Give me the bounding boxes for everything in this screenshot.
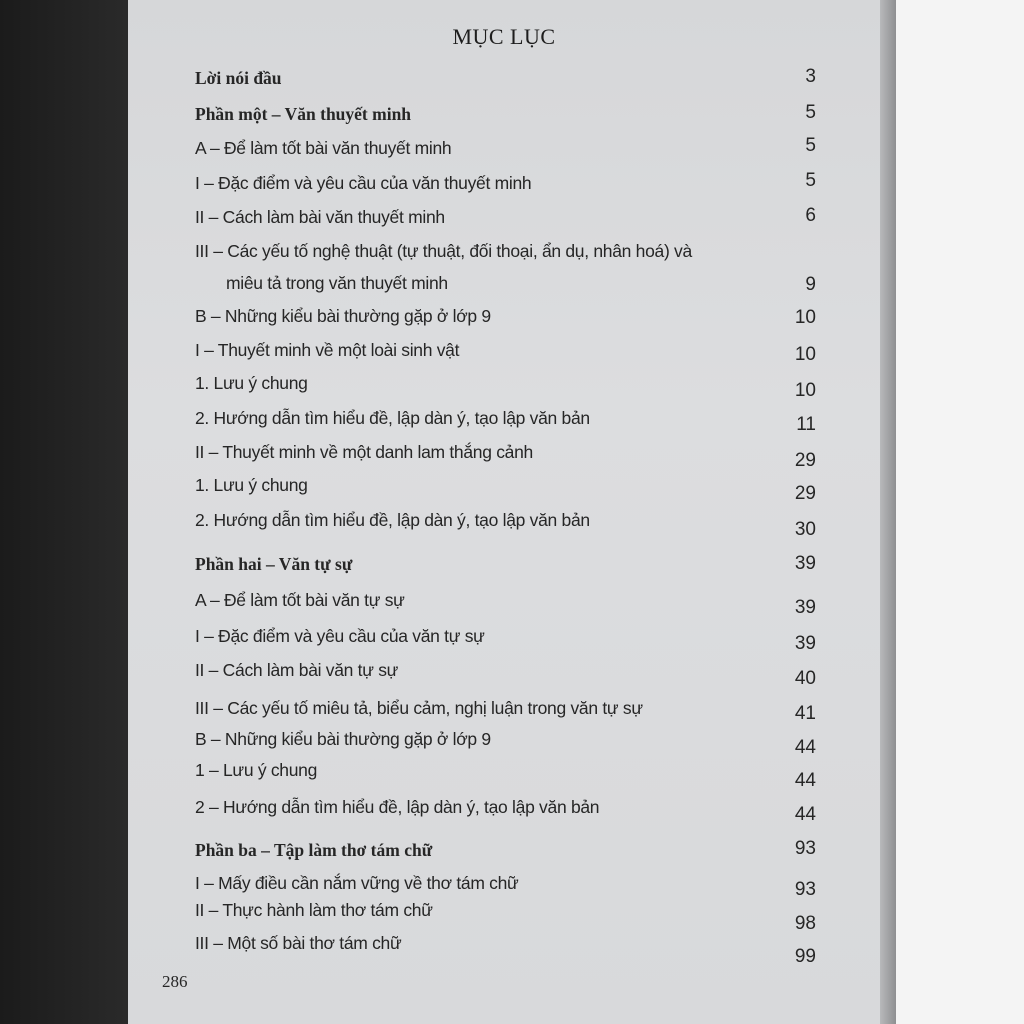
toc-page-number: 44 [794, 770, 816, 791]
page-edge [880, 0, 896, 1024]
toc-entry: I – Mấy điều cần nắm vững về thơ tám chữ [195, 873, 519, 893]
toc-page-number: 30 [794, 519, 816, 540]
toc-page-number: 11 [796, 414, 816, 435]
toc-entry: 2. Hướng dẫn tìm hiểu đề, lập dàn ý, tạo lập văn bản [195, 510, 590, 530]
toc-entry: 1. Lưu ý chung [195, 373, 308, 393]
toc-entry: 2. Hướng dẫn tìm hiểu đề, lập dàn ý, tạo lập văn bản [195, 408, 590, 428]
toc-entry: II – Cách làm bài văn tự sự [195, 660, 399, 680]
toc-page-number: 5 [805, 170, 816, 191]
toc-entry: A – Để làm tốt bài văn tự sự [195, 590, 405, 610]
toc-entry-continuation: miêu tả trong văn thuyết minh [226, 273, 448, 293]
toc-page-number: 93 [794, 838, 816, 859]
toc-section-heading: Phần một – Văn thuyết minh [195, 104, 412, 124]
title-text: MỤC LỤC [452, 24, 556, 49]
toc-page-number: 93 [794, 879, 816, 900]
toc-page-number: 29 [794, 483, 816, 504]
page-number: 286 [162, 972, 188, 991]
toc-section-heading: Phần ba – Tập làm thơ tám chữ [195, 840, 433, 860]
toc-entry: A – Để làm tốt bài văn thuyết minh [195, 138, 452, 158]
toc-entry: III – Các yếu tố nghệ thuật (tự thuật, đối thoại, ẩn dụ, nhân hoá) và [195, 241, 692, 261]
toc-page-number: 5 [805, 102, 816, 123]
toc-section-heading: Lời nói đầu [195, 68, 282, 88]
toc-page-number: 39 [794, 553, 816, 574]
toc-page-number: 98 [794, 913, 816, 934]
toc-page-number: 44 [794, 737, 816, 758]
toc-page-number: 5 [805, 135, 816, 156]
toc-page-number: 9 [805, 274, 816, 295]
toc-page-number: 40 [794, 668, 816, 689]
toc-entry: III – Các yếu tố miêu tả, biểu cảm, nghị luận trong văn tự sự [195, 698, 643, 718]
toc-entry: I – Thuyết minh về một loài sinh vật [195, 340, 460, 360]
toc-entry: 1 – Lưu ý chung [195, 760, 318, 780]
toc-page-number: 10 [794, 307, 816, 328]
toc-entry: B – Những kiểu bài thường gặp ở lớp 9 [195, 729, 491, 749]
toc-entry: III – Một số bài thơ tám chữ [195, 933, 402, 953]
toc-page-number: 3 [805, 66, 816, 87]
toc-page-number: 39 [794, 597, 816, 618]
toc-entry: 1. Lưu ý chung [195, 475, 308, 495]
toc-entry: II – Cách làm bài văn thuyết minh [195, 207, 445, 227]
toc-page-number: 10 [794, 344, 816, 365]
page-title [0, 24, 1024, 50]
toc-entry: II – Thực hành làm thơ tám chữ [195, 900, 433, 920]
toc-page-number: 29 [794, 450, 816, 471]
toc-entry: I – Đặc điểm và yêu cầu của văn tự sự [195, 626, 485, 646]
book-spine-shadow [0, 0, 128, 1024]
toc-page-number: 44 [794, 804, 816, 825]
toc-page-number: 99 [794, 946, 816, 967]
toc-page-number: 41 [794, 703, 816, 724]
toc-entry: 2 – Hướng dẫn tìm hiểu đề, lập dàn ý, tạo lập văn bản [195, 797, 600, 817]
toc-entry: B – Những kiểu bài thường gặp ở lớp 9 [195, 306, 491, 326]
toc-section-heading: Phần hai – Văn tự sự [195, 554, 353, 574]
toc-page-number: 10 [794, 380, 816, 401]
toc-page-number: 6 [805, 205, 816, 226]
toc-entry: I – Đặc điểm và yêu cầu của văn thuyết minh [195, 173, 532, 193]
toc-page-number: 39 [794, 633, 816, 654]
toc-entry: II – Thuyết minh về một danh lam thắng cảnh [195, 442, 533, 462]
